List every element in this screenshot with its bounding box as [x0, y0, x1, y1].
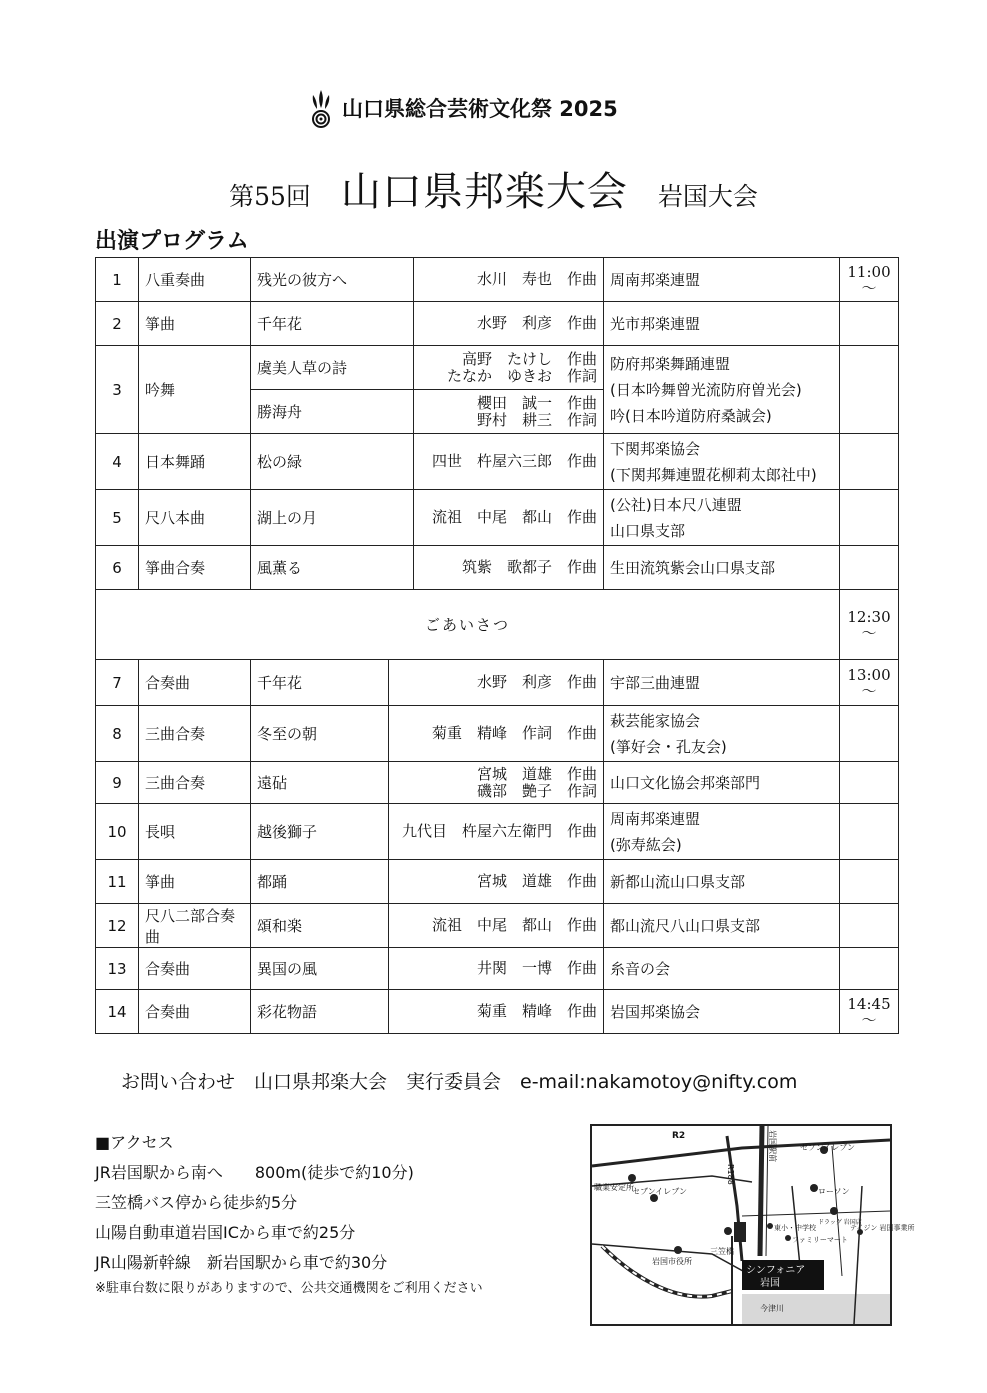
composer-lines [395, 1003, 597, 1020]
program-number: 2 [96, 302, 139, 346]
text-line: 14:45 [847, 994, 891, 1013]
program-time [840, 948, 899, 990]
program-group [604, 948, 840, 990]
map-label-mikasa: 三笠橋 [710, 1247, 734, 1256]
program-number: 1 [96, 258, 139, 302]
program-title: 残光の彼方へ [251, 258, 414, 302]
text-line: 生田流筑紫会山口県支部 [610, 558, 776, 577]
program-group [604, 762, 840, 804]
composer-lines [395, 674, 597, 691]
program-row [96, 948, 899, 990]
program-composer [414, 434, 604, 490]
program-row [96, 860, 899, 904]
program-composer [414, 390, 604, 434]
event-heading [0, 160, 987, 220]
contact-line: お問い合わせ 山口県邦楽大会 実行委員会 e-mail:nakamotoy@nifty.com [121, 1071, 798, 1093]
program-time [840, 434, 899, 490]
program-time [840, 302, 899, 346]
program-row [96, 434, 899, 490]
program-composer [389, 904, 604, 948]
map-label-lawson: ローソン [818, 1187, 850, 1196]
program-genre: 長唄 [139, 804, 251, 860]
program-group [604, 546, 840, 590]
composer-lines [395, 766, 597, 800]
text-line: (下関邦舞連盟花柳莉太郎社中) [610, 465, 817, 484]
map-label-venue2: 岩国 [760, 1278, 780, 1289]
program-group [604, 706, 840, 762]
text-line: 野村 耕三 作詞 [477, 410, 598, 429]
text-line: 防府邦楽舞踊連盟 [610, 354, 731, 373]
program-composer [389, 660, 604, 706]
composer-lines [395, 873, 597, 890]
text-line: 井関 一博 作曲 [477, 959, 598, 977]
text-line: 新都山流山口県支部 [610, 872, 746, 891]
text-line: 光市邦楽連盟 [610, 314, 701, 333]
access-note: ※駐車台数に限りがありますので、公共交通機関をご利用ください [95, 1281, 483, 1296]
text-line: たなか ゆきお 作詞 [447, 366, 598, 385]
program-group [604, 490, 840, 546]
program-time [840, 990, 899, 1034]
program-genre: 合奏曲 [139, 660, 251, 706]
text-line: 山口文化協会邦楽部門 [610, 773, 761, 792]
program-group [604, 346, 840, 434]
composer-lines [420, 453, 597, 470]
text-line: (弥寿紘会) [610, 835, 682, 854]
text-line: 周南邦楽連盟 [610, 270, 701, 289]
program-title: 虞美人草の詩 [251, 346, 414, 390]
program-time [840, 706, 899, 762]
text-line: (公社)日本尺八連盟 [610, 495, 742, 514]
event-venue: 岩国大会 [657, 182, 758, 211]
program-time [840, 258, 899, 302]
festival-name: 山口県総合芸術文化祭 2025 [342, 97, 618, 121]
text-line: ～ [861, 681, 877, 700]
text-line: 下関邦楽協会 [610, 439, 701, 458]
composer-lines [395, 917, 597, 934]
program-time [840, 546, 899, 590]
composer-lines [395, 823, 597, 840]
text-line: 11:00 [847, 262, 891, 281]
program-row [96, 346, 899, 390]
program-group [604, 904, 840, 948]
text-line: 九代目 杵屋六左衛門 作曲 [402, 822, 598, 840]
break-time-cell [840, 590, 899, 660]
program-group [604, 990, 840, 1034]
program-genre: 箏曲合奏 [139, 546, 251, 590]
program-title: 湖上の月 [251, 490, 414, 546]
access-line-highway: 山陽自動車道岩国ICから車で約25分 [95, 1223, 356, 1242]
program-row [96, 762, 899, 804]
program-row [96, 804, 899, 860]
program-composer [414, 258, 604, 302]
map-label-city-hall: 岩国市役所 [652, 1257, 692, 1266]
program-title: 冬至の朝 [251, 706, 389, 762]
text-line: 菊重 精峰 作詞 作曲 [432, 724, 598, 742]
break-label: ごあいさつ [96, 590, 840, 660]
program-row [96, 258, 899, 302]
program-number: 10 [96, 804, 139, 860]
program-genre: 日本舞踊 [139, 434, 251, 490]
program-title: 遠砧 [251, 762, 389, 804]
map-label-seven2: セブンイレブン [632, 1187, 687, 1196]
composer-lines [420, 395, 597, 429]
access-line-shinkansen: JR山陽新幹線 新岩国駅から車で約30分 [95, 1253, 388, 1272]
program-row [96, 302, 899, 346]
access-map [590, 1124, 915, 1326]
map-label-venue1: シンフォニア [746, 1265, 806, 1276]
composer-lines [395, 725, 597, 742]
map-label-river: 今津川 [760, 1304, 784, 1313]
program-group [604, 804, 840, 860]
text-line: 都山流尺八山口県支部 [610, 916, 761, 935]
text-line: 岩国邦楽協会 [610, 1002, 701, 1021]
map-label-drug: ドラッグ 岩国店 [818, 1219, 862, 1226]
program-genre: 箏曲 [139, 302, 251, 346]
program-number: 11 [96, 860, 139, 904]
text-line: 糸音の会 [610, 959, 671, 978]
text-line: 流祖 中尾 都山 作曲 [432, 508, 598, 526]
map-label-r188: R188 [726, 1164, 735, 1185]
text-line: 菊重 精峰 作曲 [477, 1002, 598, 1020]
composer-lines [420, 271, 597, 288]
text-line: (箏好会・孔友会) [610, 737, 727, 756]
program-title: 都踊 [251, 860, 389, 904]
program-title: 異国の風 [251, 948, 389, 990]
program-row [96, 660, 899, 706]
program-composer [389, 706, 604, 762]
program-genre: 箏曲 [139, 860, 251, 904]
program-time [840, 762, 899, 804]
text-line: 磯部 艶子 作詞 [477, 781, 598, 800]
access-line-station: JR岩国駅から南へ 800m(徒歩で約10分) [95, 1163, 414, 1182]
map-label-familymart: ファミリーマート [792, 1236, 848, 1244]
program-genre: 三曲合奏 [139, 762, 251, 804]
program-title: 頌和楽 [251, 904, 389, 948]
program-number: 9 [96, 762, 139, 804]
program-heading: 出演プログラム [95, 229, 249, 254]
event-edition: 第55回 [229, 182, 311, 211]
text-line: 萩芸能家協会 [610, 711, 701, 730]
text-line: 山口県支部 [610, 521, 686, 540]
map-label-seven1: セブンイレブン [800, 1143, 855, 1152]
break-row [96, 590, 899, 660]
program-time [840, 490, 899, 546]
map-label-r2: R2 [672, 1131, 686, 1141]
program-time [840, 860, 899, 904]
program-time [840, 904, 899, 948]
program-title: 勝海舟 [251, 390, 414, 434]
text-line: ～ [861, 623, 877, 642]
program-composer [414, 490, 604, 546]
composer-lines [420, 351, 597, 385]
text-line: 水川 寿也 作曲 [477, 270, 598, 288]
text-line: ～ [861, 278, 877, 297]
text-line: 12:30 [847, 607, 891, 626]
program-genre: 合奏曲 [139, 990, 251, 1034]
map-label-school: 東小・中学校 [774, 1224, 816, 1232]
program-number: 5 [96, 490, 139, 546]
program-number: 6 [96, 546, 139, 590]
program-genre: 尺八本曲 [139, 490, 251, 546]
text-line: 四世 杵屋六三郎 作曲 [432, 452, 598, 470]
text-line: 水野 利彦 作曲 [477, 673, 598, 691]
access-line-bus: 三笠橋バス停から徒歩約5分 [95, 1193, 298, 1212]
program-number: 14 [96, 990, 139, 1034]
composer-lines [395, 960, 597, 977]
text-line: 宇部三曲連盟 [610, 673, 701, 692]
program-genre: 合奏曲 [139, 948, 251, 990]
program-group [604, 660, 840, 706]
access-heading: ■アクセス [95, 1133, 174, 1152]
program-title: 風薫る [251, 546, 414, 590]
program-number: 12 [96, 904, 139, 948]
composer-lines [420, 509, 597, 526]
text-line: 宮城 道雄 作曲 [477, 872, 598, 890]
program-composer [389, 948, 604, 990]
program-row [96, 546, 899, 590]
text-line: 吟(日本吟道防府桑誠会) [610, 406, 772, 425]
program-title: 松の緑 [251, 434, 414, 490]
map-label-employment: 職業安定所 [594, 1183, 634, 1192]
program-time [840, 804, 899, 860]
composer-lines [420, 559, 597, 576]
program-group [604, 860, 840, 904]
program-genre: 尺八二部合奏曲 [139, 904, 251, 948]
access-info [95, 1128, 483, 1300]
program-genre: 三曲合奏 [139, 706, 251, 762]
program-composer [389, 990, 604, 1034]
program-title: 千年花 [251, 660, 389, 706]
text-line: (日本吟舞曾光流防府曽光会) [610, 380, 802, 399]
program-title: 千年花 [251, 302, 414, 346]
program-group [604, 258, 840, 302]
event-title: 山口県邦楽大会 [340, 169, 628, 215]
program-number: 8 [96, 706, 139, 762]
map-label-station-street: 岩国駅前 [768, 1130, 777, 1162]
text-line: 宮城 道雄 作曲 [477, 764, 598, 783]
program-row [96, 904, 899, 948]
composer-lines [420, 315, 597, 332]
program-composer [389, 860, 604, 904]
text-line: 櫻田 誠一 作曲 [477, 393, 598, 412]
map-label-teijin: テイジン 岩国事業所 [850, 1224, 915, 1232]
program-row [96, 490, 899, 546]
text-line: 流祖 中尾 都山 作曲 [432, 916, 598, 934]
text-line: 13:00 [847, 665, 891, 684]
program-row [96, 706, 899, 762]
program-row [96, 990, 899, 1034]
program-number: 3 [96, 346, 139, 434]
text-line: ～ [861, 1010, 877, 1029]
program-title: 越後獅子 [251, 804, 389, 860]
program-time [840, 660, 899, 706]
program-group [604, 302, 840, 346]
text-line: 水野 利彦 作曲 [477, 314, 598, 332]
program-composer [389, 762, 604, 804]
program-table [95, 257, 899, 1034]
program-composer [389, 804, 604, 860]
program-genre: 八重奏曲 [139, 258, 251, 302]
program-title: 彩花物語 [251, 990, 389, 1034]
text-line: 周南邦楽連盟 [610, 809, 701, 828]
program-number: 7 [96, 660, 139, 706]
text-line: 筑紫 歌都子 作曲 [462, 558, 598, 576]
program-composer [414, 302, 604, 346]
program-genre: 吟舞 [139, 346, 251, 434]
program-number: 13 [96, 948, 139, 990]
flame-logo-icon [306, 87, 336, 129]
program-composer [414, 546, 604, 590]
program-group [604, 434, 840, 490]
program-number: 4 [96, 434, 139, 490]
program-composer [414, 346, 604, 390]
text-line: 高野 たけし 作曲 [462, 349, 598, 368]
festival-logo [306, 86, 636, 130]
program-time [840, 346, 899, 434]
